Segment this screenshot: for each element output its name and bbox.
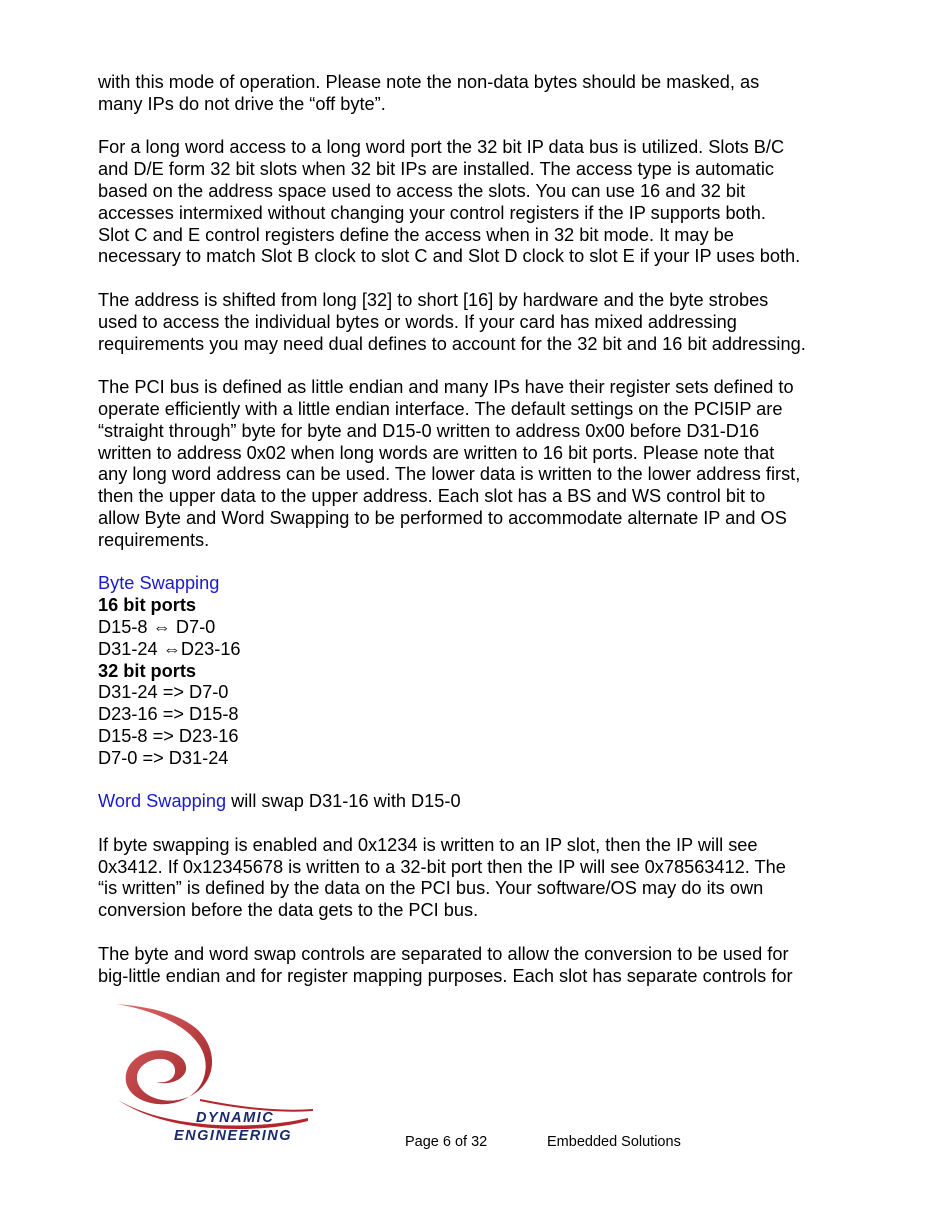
text-line: with this mode of operation. Please note the non-data bytes should be masked, as [98, 72, 760, 92]
logo-text-dynamic: DYNAMIC [196, 1110, 275, 1126]
byte-swapping-section [98, 573, 848, 769]
swap-mapping: D7-0 => D31-24 [98, 747, 229, 768]
text-line: The byte and word swap controls are separated to allow the conversion to be used for [98, 943, 789, 964]
text-line: many IPs do not drive the “off byte”. [98, 93, 386, 114]
paragraph-6 [98, 944, 848, 988]
text-line: For a long word access to a long word port the 32 bit IP data bus is utilized. Slots B/C [98, 137, 785, 158]
word-swapping-line [98, 791, 848, 813]
text-line: used to access the individual bytes or words. If your card has mixed addressing [98, 311, 737, 332]
document-body [98, 72, 848, 1009]
paragraph-2 [98, 137, 848, 268]
ports32-heading: 32 bit ports [98, 660, 197, 681]
byte-swapping-heading: Byte Swapping [98, 573, 220, 594]
page-number: Page 6 of 32 [405, 1134, 488, 1150]
text-line: “straight through” byte for byte and D15-0 written to address 0x00 before D31-D16 [98, 420, 760, 441]
text-line: requirements. [98, 529, 210, 550]
text-line: requirements you may need dual defines to account for the 32 bit and 16 bit addressing. [98, 333, 806, 354]
dynamic-engineering-logo [108, 1000, 318, 1150]
text-line: accesses intermixed without changing your control registers if the IP supports both. [98, 202, 766, 223]
swap-mapping: D23-16 => D15-8 [98, 704, 239, 725]
text-line: 0x3412. If 0x12345678 is written to a 32-bit port then the IP will see 0x78563412. The [98, 856, 786, 877]
swap-mapping: D15-8 ⇔ D7-0 [98, 616, 216, 637]
footer-tagline: Embedded Solutions [547, 1134, 681, 1150]
text-line: any long word address can be used. The lower data is written to the lower address first, [98, 464, 801, 485]
text-line: big-little endian and for register mapping purposes. Each slot has separate controls for [98, 965, 793, 986]
text-line: and D/E form 32 bit slots when 32 bit IPs are installed. The access type is automatic [98, 159, 774, 180]
word-swapping-paragraph [98, 791, 848, 813]
paragraph-4 [98, 377, 848, 551]
swap-mapping: D31-24 ⇔D23-16 [98, 638, 241, 659]
text-line: The PCI bus is defined as little endian and many IPs have their register sets defined to [98, 377, 794, 398]
swap-mapping: D31-24 => D7-0 [98, 682, 229, 703]
paragraph-5 [98, 835, 848, 922]
paragraph-1 [98, 72, 848, 116]
text-line: necessary to match Slot B clock to slot C and Slot D clock to slot E if your IP uses both. [98, 246, 801, 267]
word-swapping-heading: Word Swapping [98, 791, 227, 812]
ports16-heading: 16 bit ports [98, 595, 197, 616]
swap-mapping: D15-8 => D23-16 [98, 725, 239, 746]
text-line: then the upper data to the upper address. Each slot has a BS and WS control bit to [98, 486, 766, 507]
word-swapping-text: will swap D31-16 with D15-0 [226, 791, 461, 812]
paragraph-3 [98, 290, 848, 355]
text-line: conversion before the data gets to the PCI bus. [98, 900, 479, 921]
text-line: allow Byte and Word Swapping to be performed to accommodate alternate IP and OS [98, 507, 787, 528]
text-line: If byte swapping is enabled and 0x1234 is written to an IP slot, then the IP will see [98, 834, 758, 855]
text-line: “is written” is defined by the data on the PCI bus. Your software/OS may do its own [98, 878, 764, 899]
text-line: Slot C and E control registers define the access when in 32 bit mode. It may be [98, 224, 734, 245]
text-line: written to address 0x02 when long words are written to 16 bit ports. Please note that [98, 442, 775, 463]
logo-text-engineering: ENGINEERING [174, 1128, 293, 1144]
text-line: The address is shifted from long [32] to short [16] by hardware and the byte strobes [98, 289, 769, 310]
text-line: based on the address space used to access the slots. You can use 16 and 32 bit [98, 180, 746, 201]
text-line: operate efficiently with a little endian interface. The default settings on the PCI5IP are [98, 398, 783, 419]
